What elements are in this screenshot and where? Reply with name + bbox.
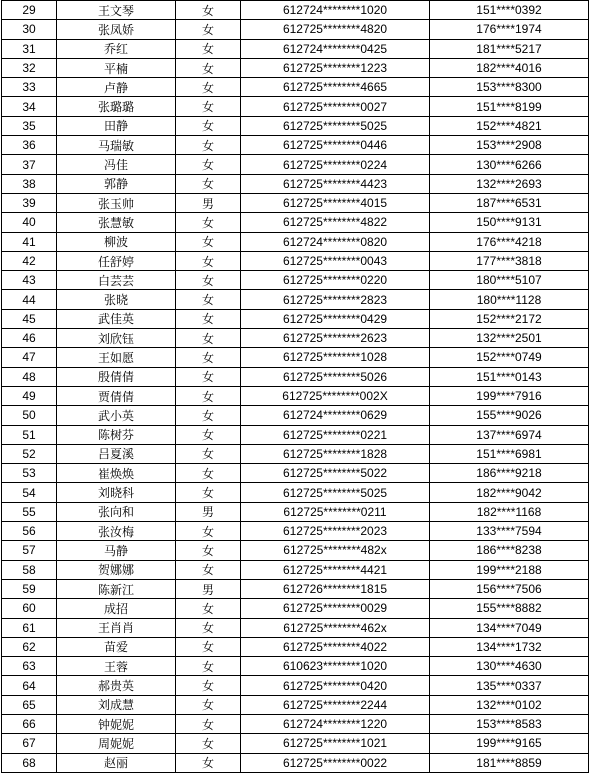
phone-cell: 132****2693 bbox=[430, 174, 589, 193]
row-number-cell: 37 bbox=[2, 155, 57, 174]
table-row bbox=[2, 714, 589, 733]
table-row bbox=[2, 734, 589, 753]
id-number-cell: 612725********1828 bbox=[241, 444, 430, 463]
name-cell: 崔焕焕 bbox=[57, 464, 176, 483]
name-cell: 王文琴 bbox=[57, 1, 176, 20]
table-row bbox=[2, 193, 589, 212]
gender-cell: 女 bbox=[176, 657, 241, 676]
name-cell: 钟妮妮 bbox=[57, 714, 176, 733]
table-row bbox=[2, 20, 589, 39]
id-number-cell: 612725********5022 bbox=[241, 464, 430, 483]
gender-cell: 女 bbox=[176, 20, 241, 39]
name-cell: 贾倩倩 bbox=[57, 386, 176, 405]
gender-cell: 女 bbox=[176, 39, 241, 58]
gender-cell: 女 bbox=[176, 444, 241, 463]
table-row bbox=[2, 39, 589, 58]
table-row bbox=[2, 58, 589, 77]
name-cell: 陈树芬 bbox=[57, 425, 176, 444]
name-cell: 郭静 bbox=[57, 174, 176, 193]
name-cell: 张璐璐 bbox=[57, 97, 176, 116]
name-cell: 王如愿 bbox=[57, 348, 176, 367]
row-number-cell: 39 bbox=[2, 193, 57, 212]
row-number-cell: 66 bbox=[2, 714, 57, 733]
row-number-cell: 44 bbox=[2, 290, 57, 309]
row-number-cell: 64 bbox=[2, 676, 57, 695]
gender-cell: 女 bbox=[176, 271, 241, 290]
name-cell: 赵丽 bbox=[57, 753, 176, 772]
name-cell: 刘晓科 bbox=[57, 483, 176, 502]
gender-cell: 男 bbox=[176, 579, 241, 598]
name-cell: 郝贵英 bbox=[57, 676, 176, 695]
id-number-cell: 612725********4423 bbox=[241, 174, 430, 193]
table-row bbox=[2, 97, 589, 116]
table-row bbox=[2, 425, 589, 444]
id-number-cell: 612725********4421 bbox=[241, 560, 430, 579]
name-cell: 任舒婷 bbox=[57, 251, 176, 270]
gender-cell: 女 bbox=[176, 232, 241, 251]
row-number-cell: 42 bbox=[2, 251, 57, 270]
table-row bbox=[2, 599, 589, 618]
row-number-cell: 52 bbox=[2, 444, 57, 463]
name-cell: 马瑞敏 bbox=[57, 136, 176, 155]
gender-cell: 女 bbox=[176, 136, 241, 155]
phone-cell: 181****8859 bbox=[430, 753, 589, 772]
table-row bbox=[2, 541, 589, 560]
gender-cell: 女 bbox=[176, 386, 241, 405]
id-number-cell: 612724********0425 bbox=[241, 39, 430, 58]
id-number-cell: 612725********5025 bbox=[241, 483, 430, 502]
gender-cell: 女 bbox=[176, 560, 241, 579]
id-number-cell: 610623********1020 bbox=[241, 657, 430, 676]
roster-table bbox=[1, 0, 589, 773]
phone-cell: 155****9026 bbox=[430, 406, 589, 425]
row-number-cell: 30 bbox=[2, 20, 57, 39]
gender-cell: 女 bbox=[176, 695, 241, 714]
id-number-cell: 612725********0211 bbox=[241, 502, 430, 521]
row-number-cell: 46 bbox=[2, 329, 57, 348]
id-number-cell: 612725********0446 bbox=[241, 136, 430, 155]
phone-cell: 135****0337 bbox=[430, 676, 589, 695]
gender-cell: 女 bbox=[176, 213, 241, 232]
name-cell: 周妮妮 bbox=[57, 734, 176, 753]
id-number-cell: 612726********1815 bbox=[241, 579, 430, 598]
gender-cell: 女 bbox=[176, 522, 241, 541]
gender-cell: 女 bbox=[176, 714, 241, 733]
name-cell: 王肖肖 bbox=[57, 618, 176, 637]
table-row bbox=[2, 753, 589, 772]
row-number-cell: 57 bbox=[2, 541, 57, 560]
phone-cell: 186****8238 bbox=[430, 541, 589, 560]
name-cell: 吕夏溪 bbox=[57, 444, 176, 463]
table-row bbox=[2, 406, 589, 425]
table-row bbox=[2, 348, 589, 367]
gender-cell: 女 bbox=[176, 309, 241, 328]
id-number-cell: 612725********4015 bbox=[241, 193, 430, 212]
name-cell: 卢静 bbox=[57, 78, 176, 97]
phone-cell: 132****0102 bbox=[430, 695, 589, 714]
row-number-cell: 40 bbox=[2, 213, 57, 232]
id-number-cell: 612725********4822 bbox=[241, 213, 430, 232]
name-cell: 殷倩倩 bbox=[57, 367, 176, 386]
phone-cell: 134****7049 bbox=[430, 618, 589, 637]
gender-cell: 女 bbox=[176, 329, 241, 348]
gender-cell: 女 bbox=[176, 174, 241, 193]
gender-cell: 女 bbox=[176, 464, 241, 483]
id-number-cell: 612724********0629 bbox=[241, 406, 430, 425]
name-cell: 王蓉 bbox=[57, 657, 176, 676]
phone-cell: 130****6266 bbox=[430, 155, 589, 174]
row-number-cell: 67 bbox=[2, 734, 57, 753]
name-cell: 贺娜娜 bbox=[57, 560, 176, 579]
phone-cell: 182****4016 bbox=[430, 58, 589, 77]
phone-cell: 130****4630 bbox=[430, 657, 589, 676]
gender-cell: 女 bbox=[176, 599, 241, 618]
id-number-cell: 612725********1028 bbox=[241, 348, 430, 367]
name-cell: 武佳英 bbox=[57, 309, 176, 328]
phone-cell: 156****7506 bbox=[430, 579, 589, 598]
id-number-cell: 612725********0043 bbox=[241, 251, 430, 270]
table-row bbox=[2, 367, 589, 386]
id-number-cell: 612725********1021 bbox=[241, 734, 430, 753]
table-row bbox=[2, 522, 589, 541]
id-number-cell: 612725********5026 bbox=[241, 367, 430, 386]
id-number-cell: 612725********0429 bbox=[241, 309, 430, 328]
phone-cell: 187****6531 bbox=[430, 193, 589, 212]
row-number-cell: 35 bbox=[2, 116, 57, 135]
row-number-cell: 48 bbox=[2, 367, 57, 386]
table-row bbox=[2, 695, 589, 714]
id-number-cell: 612725********002X bbox=[241, 386, 430, 405]
gender-cell: 女 bbox=[176, 618, 241, 637]
row-number-cell: 49 bbox=[2, 386, 57, 405]
name-cell: 张向和 bbox=[57, 502, 176, 521]
table-row bbox=[2, 290, 589, 309]
id-number-cell: 612725********2023 bbox=[241, 522, 430, 541]
id-number-cell: 612725********0029 bbox=[241, 599, 430, 618]
gender-cell: 女 bbox=[176, 425, 241, 444]
table-row bbox=[2, 155, 589, 174]
name-cell: 张晓 bbox=[57, 290, 176, 309]
name-cell: 张玉帅 bbox=[57, 193, 176, 212]
phone-cell: 199****9165 bbox=[430, 734, 589, 753]
table-row bbox=[2, 1, 589, 20]
table-row bbox=[2, 483, 589, 502]
row-number-cell: 62 bbox=[2, 637, 57, 656]
phone-cell: 137****6974 bbox=[430, 425, 589, 444]
id-number-cell: 612725********4665 bbox=[241, 78, 430, 97]
id-number-cell: 612724********0820 bbox=[241, 232, 430, 251]
gender-cell: 女 bbox=[176, 734, 241, 753]
gender-cell: 女 bbox=[176, 97, 241, 116]
gender-cell: 女 bbox=[176, 541, 241, 560]
name-cell: 成招 bbox=[57, 599, 176, 618]
name-cell: 冯佳 bbox=[57, 155, 176, 174]
name-cell: 张汝梅 bbox=[57, 522, 176, 541]
id-number-cell: 612725********4022 bbox=[241, 637, 430, 656]
row-number-cell: 41 bbox=[2, 232, 57, 251]
gender-cell: 女 bbox=[176, 367, 241, 386]
phone-cell: 150****9131 bbox=[430, 213, 589, 232]
phone-cell: 151****0392 bbox=[430, 1, 589, 20]
phone-cell: 151****8199 bbox=[430, 97, 589, 116]
phone-cell: 151****6981 bbox=[430, 444, 589, 463]
name-cell: 田静 bbox=[57, 116, 176, 135]
phone-cell: 181****5217 bbox=[430, 39, 589, 58]
id-number-cell: 612725********0022 bbox=[241, 753, 430, 772]
gender-cell: 女 bbox=[176, 753, 241, 772]
row-number-cell: 55 bbox=[2, 502, 57, 521]
row-number-cell: 43 bbox=[2, 271, 57, 290]
id-number-cell: 612725********2823 bbox=[241, 290, 430, 309]
gender-cell: 女 bbox=[176, 637, 241, 656]
gender-cell: 男 bbox=[176, 193, 241, 212]
table-row bbox=[2, 637, 589, 656]
table-row bbox=[2, 174, 589, 193]
gender-cell: 女 bbox=[176, 676, 241, 695]
row-number-cell: 59 bbox=[2, 579, 57, 598]
gender-cell: 女 bbox=[176, 58, 241, 77]
row-number-cell: 29 bbox=[2, 1, 57, 20]
table-row bbox=[2, 444, 589, 463]
row-number-cell: 31 bbox=[2, 39, 57, 58]
id-number-cell: 612725********0224 bbox=[241, 155, 430, 174]
table-row bbox=[2, 78, 589, 97]
id-number-cell: 612725********0027 bbox=[241, 97, 430, 116]
gender-cell: 女 bbox=[176, 348, 241, 367]
table-row bbox=[2, 579, 589, 598]
table-row bbox=[2, 213, 589, 232]
name-cell: 刘欣钰 bbox=[57, 329, 176, 348]
row-number-cell: 50 bbox=[2, 406, 57, 425]
name-cell: 刘成慧 bbox=[57, 695, 176, 714]
name-cell: 苗爱 bbox=[57, 637, 176, 656]
table-row bbox=[2, 136, 589, 155]
name-cell: 白芸芸 bbox=[57, 271, 176, 290]
name-cell: 武小英 bbox=[57, 406, 176, 425]
name-cell: 陈新江 bbox=[57, 579, 176, 598]
row-number-cell: 68 bbox=[2, 753, 57, 772]
table-row bbox=[2, 618, 589, 637]
row-number-cell: 38 bbox=[2, 174, 57, 193]
id-number-cell: 612725********462x bbox=[241, 618, 430, 637]
phone-cell: 180****5107 bbox=[430, 271, 589, 290]
row-number-cell: 60 bbox=[2, 599, 57, 618]
table-row bbox=[2, 464, 589, 483]
table-row bbox=[2, 116, 589, 135]
phone-cell: 153****8300 bbox=[430, 78, 589, 97]
id-number-cell: 612725********0221 bbox=[241, 425, 430, 444]
row-number-cell: 61 bbox=[2, 618, 57, 637]
phone-cell: 152****2172 bbox=[430, 309, 589, 328]
row-number-cell: 63 bbox=[2, 657, 57, 676]
row-number-cell: 36 bbox=[2, 136, 57, 155]
phone-cell: 152****4821 bbox=[430, 116, 589, 135]
phone-cell: 155****8882 bbox=[430, 599, 589, 618]
table-row bbox=[2, 309, 589, 328]
id-number-cell: 612725********0420 bbox=[241, 676, 430, 695]
id-number-cell: 612725********2623 bbox=[241, 329, 430, 348]
row-number-cell: 51 bbox=[2, 425, 57, 444]
phone-cell: 199****7916 bbox=[430, 386, 589, 405]
gender-cell: 女 bbox=[176, 251, 241, 270]
id-number-cell: 612724********1020 bbox=[241, 1, 430, 20]
name-cell: 张凤娇 bbox=[57, 20, 176, 39]
name-cell: 平楠 bbox=[57, 58, 176, 77]
name-cell: 张慧敏 bbox=[57, 213, 176, 232]
name-cell: 柳波 bbox=[57, 232, 176, 251]
row-number-cell: 53 bbox=[2, 464, 57, 483]
table-row bbox=[2, 502, 589, 521]
roster-table-body bbox=[2, 1, 589, 773]
row-number-cell: 56 bbox=[2, 522, 57, 541]
id-number-cell: 612725********482x bbox=[241, 541, 430, 560]
id-number-cell: 612725********4820 bbox=[241, 20, 430, 39]
gender-cell: 女 bbox=[176, 116, 241, 135]
table-row bbox=[2, 251, 589, 270]
gender-cell: 女 bbox=[176, 290, 241, 309]
id-number-cell: 612725********2244 bbox=[241, 695, 430, 714]
row-number-cell: 33 bbox=[2, 78, 57, 97]
table-row bbox=[2, 560, 589, 579]
phone-cell: 182****1168 bbox=[430, 502, 589, 521]
table-row bbox=[2, 676, 589, 695]
row-number-cell: 45 bbox=[2, 309, 57, 328]
row-number-cell: 65 bbox=[2, 695, 57, 714]
row-number-cell: 32 bbox=[2, 58, 57, 77]
phone-cell: 134****1732 bbox=[430, 637, 589, 656]
phone-cell: 153****8583 bbox=[430, 714, 589, 733]
phone-cell: 153****2908 bbox=[430, 136, 589, 155]
row-number-cell: 47 bbox=[2, 348, 57, 367]
gender-cell: 女 bbox=[176, 1, 241, 20]
gender-cell: 男 bbox=[176, 502, 241, 521]
phone-cell: 151****0143 bbox=[430, 367, 589, 386]
id-number-cell: 612725********1223 bbox=[241, 58, 430, 77]
phone-cell: 152****0749 bbox=[430, 348, 589, 367]
row-number-cell: 34 bbox=[2, 97, 57, 116]
phone-cell: 180****1128 bbox=[430, 290, 589, 309]
phone-cell: 176****1974 bbox=[430, 20, 589, 39]
name-cell: 乔红 bbox=[57, 39, 176, 58]
phone-cell: 177****3818 bbox=[430, 251, 589, 270]
id-number-cell: 612725********5025 bbox=[241, 116, 430, 135]
phone-cell: 182****9042 bbox=[430, 483, 589, 502]
phone-cell: 199****2188 bbox=[430, 560, 589, 579]
table-row bbox=[2, 386, 589, 405]
gender-cell: 女 bbox=[176, 155, 241, 174]
gender-cell: 女 bbox=[176, 406, 241, 425]
id-number-cell: 612725********0220 bbox=[241, 271, 430, 290]
phone-cell: 132****2501 bbox=[430, 329, 589, 348]
phone-cell: 186****9218 bbox=[430, 464, 589, 483]
table-row bbox=[2, 232, 589, 251]
id-number-cell: 612724********1220 bbox=[241, 714, 430, 733]
table-row bbox=[2, 329, 589, 348]
row-number-cell: 58 bbox=[2, 560, 57, 579]
table-row bbox=[2, 271, 589, 290]
name-cell: 马静 bbox=[57, 541, 176, 560]
phone-cell: 133****7594 bbox=[430, 522, 589, 541]
gender-cell: 女 bbox=[176, 483, 241, 502]
gender-cell: 女 bbox=[176, 78, 241, 97]
row-number-cell: 54 bbox=[2, 483, 57, 502]
phone-cell: 176****4218 bbox=[430, 232, 589, 251]
table-row bbox=[2, 657, 589, 676]
